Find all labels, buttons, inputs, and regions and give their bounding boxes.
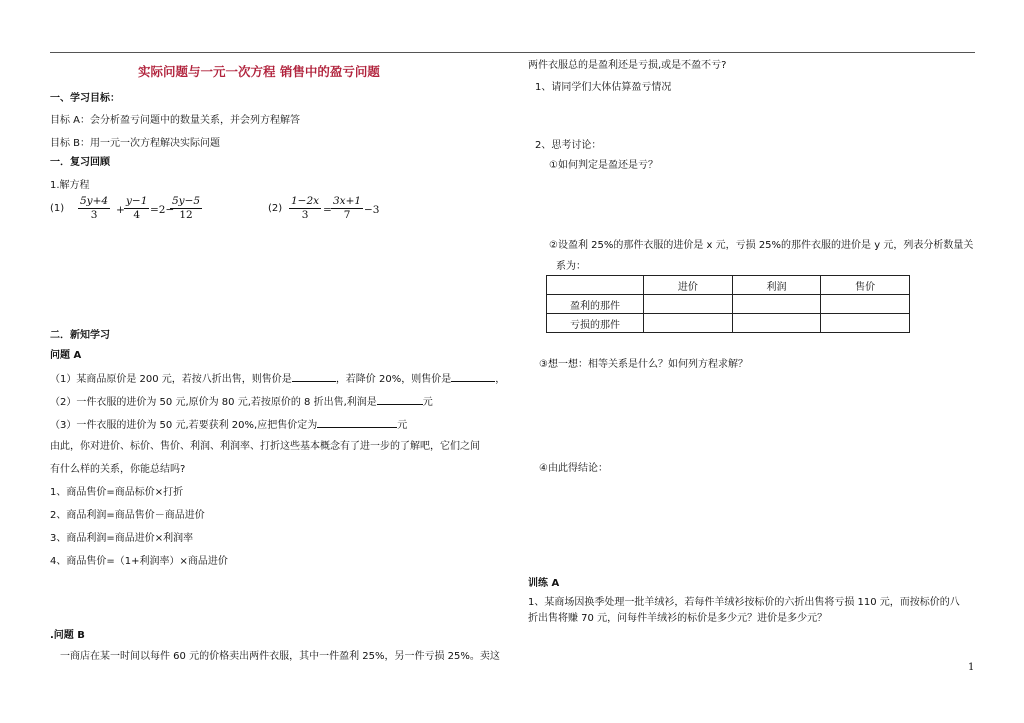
table-cell[interactable] [821,295,910,314]
q3-text-a: （3）一件衣服的进价为 50 元,若要获利 20%,应把售价定为 [50,420,318,431]
eq1-f3-denominator: 12 [179,209,193,221]
table-cell[interactable] [821,314,910,333]
section-learning-goals-heading: 一、学习目标： [50,93,120,104]
eq2-fraction-1 [289,195,321,222]
discuss-q3: ③想一想：相等关系是什么？如何列方程求解？ [539,359,748,370]
section-review-heading: 一．复习回顾 [50,157,110,168]
section-new-learning-heading: 二．新知学习 [50,330,110,341]
eq2-fraction-2 [331,195,363,222]
q1-text-a: （1）某商品原价是 200 元，若按八折出售，则售价是 [50,374,292,385]
page-title: 实际问题与一元一次方程 销售中的盈亏问题 [138,64,380,79]
q1-blank-1[interactable] [292,372,336,382]
eq2-f2-denominator: 7 [343,209,351,221]
eq1-fraction-2 [124,195,149,222]
q1-text-c: ， [495,374,506,385]
q1-blank-2[interactable] [451,372,495,382]
eq1-f2-denominator: 4 [133,209,141,221]
eq1-f1-denominator: 3 [90,209,98,221]
discuss-q2-line-1: ②设盈利 25%的那件衣服的进价是 x 元，亏损 25%的那件衣服的进价是 y 元，列表分析数量关 [549,240,974,251]
discuss-q4: ④由此得结论： [539,463,608,474]
q1-text-b: ，若降价 20%，则售价是 [335,374,452,385]
table-header-row [547,276,910,295]
formula-1: 1、商品售价=商品标价×打折 [50,487,184,498]
table-cell[interactable] [644,314,733,333]
table-row-label-profit: 盈利的那件 [547,295,644,314]
eq1-fraction-1 [78,195,110,222]
goal-b: 目标 B：用一元一次方程解决实际问题 [50,138,221,149]
q3-blank[interactable] [317,418,397,428]
problem-a-q2 [50,395,433,409]
table-row [547,295,910,314]
training-a-line-1: 1、某商场因换季处理一批羊绒衫，若每件羊绒衫按标价的六折出售将亏损 110 元，而按标价的八 [528,597,960,608]
discuss-q2-line-2: 系为： [556,261,586,272]
discuss-heading: 2、思考讨论： [535,140,602,151]
table-cell[interactable] [732,314,821,333]
formula-4: 4、商品售价=（1+利润率）×商品进价 [50,556,228,567]
table-cell[interactable] [732,295,821,314]
eq2-f1-denominator: 3 [301,209,309,221]
table-header-price: 售价 [821,276,910,295]
problem-b-text-2: 两件衣服总的是盈利还是亏损,或是不盈不亏? [528,60,727,71]
eq1-fraction-3 [170,195,202,222]
formula-3: 3、商品利润=商品进价×利润率 [50,533,194,544]
estimate-prompt: 1、请同学们大体估算盈亏情况 [535,82,672,93]
q2-text-a: （2）一件衣服的进价为 50 元,原价为 80 元,若按原价的 8 折出售,利润是 [50,397,377,408]
q3-text-b: 元 [397,420,408,431]
page-number: 1 [968,662,975,673]
goal-a: 目标 A：会分析盈亏问题中的数量关系，并会列方程解答 [50,115,301,126]
eq2-label: (2) [268,203,283,214]
eq2-f1-numerator: 1−2x [291,195,320,207]
summary-line-2: 有什么样的关系，你能总结吗? [50,464,186,475]
table-row [547,314,910,333]
q2-text-b: 元 [422,397,433,408]
eq2-op-minus: −3 [364,204,380,216]
problem-b-text-1: 一商店在某一时间以每件 60 元的价格卖出两件衣服，其中一件盈利 25%，另一件亏损 25%。卖这 [60,651,500,662]
problem-b-heading: .问题 B [50,630,85,641]
eq1-f1-numerator: 5y+4 [80,195,109,207]
formula-2: 2、商品利润=商品售价－商品进价 [50,510,205,521]
eq1-op-equals: =2− [150,204,175,216]
problem-a-heading: 问题 A [50,350,82,361]
table-header-empty [547,276,644,295]
problem-a-q1 [50,372,505,386]
training-a-line-2: 折出售将赚 70 元，问每件羊绒衫的标价是多少元？进价是多少元？ [528,613,828,624]
eq2-f2-numerator: 3x+1 [333,195,362,207]
review-item-solve: 1.解方程 [50,180,90,191]
table-cell[interactable] [644,295,733,314]
eq1-label: (1) [50,203,65,214]
eq1-op-plus: + [116,204,125,216]
table-header-cost: 进价 [644,276,733,295]
eq2-op-equals: = [323,204,332,216]
discuss-q1: ①如何判定是盈还是亏？ [549,160,658,171]
training-a-heading: 训练 A [528,578,560,589]
analysis-table [546,275,910,333]
problem-a-q3 [50,418,407,432]
q2-blank[interactable] [377,395,423,405]
table-row-label-loss: 亏损的那件 [547,314,644,333]
header-rule [50,52,975,53]
eq1-f3-numerator: 5y−5 [172,195,201,207]
eq1-f2-numerator: y−1 [126,195,148,207]
table-header-profit: 利润 [732,276,821,295]
summary-line-1: 由此，你对进价、标价、售价、利润、利润率、打折这些基本概念有了进一步的了解吧，它们之间 [50,441,480,452]
